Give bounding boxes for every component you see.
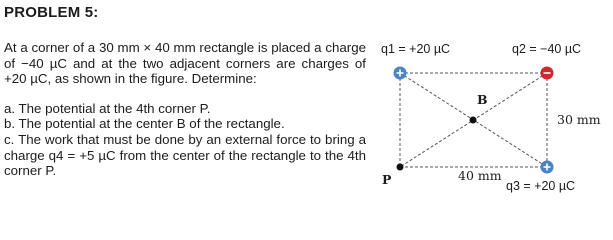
charge-q1-positive xyxy=(394,67,407,80)
width-label: 40 mm xyxy=(458,168,502,183)
problem-title: PROBLEM 5: xyxy=(4,4,99,21)
corner-label-p: P xyxy=(382,172,392,187)
center-point-b xyxy=(470,117,477,124)
part-c: c. The work that must be done by an external force to bring a charge q4 = +5 µC from the center of the rectangle to the 4th corner P. xyxy=(4,131,366,179)
charge-q3-positive xyxy=(541,161,554,174)
charge-q2-negative xyxy=(541,67,554,80)
corner-point-p xyxy=(397,164,404,171)
part-b: b. The potential at the center B of the rectangle. xyxy=(4,116,285,132)
height-label: 30 mm xyxy=(557,112,601,127)
q1-label: q1 = +20 µC xyxy=(381,42,451,56)
part-a: a. The potential at the 4th corner P. xyxy=(4,100,211,116)
problem-intro: At a corner of a 30 mm × 40 mm rectangle is placed a charge of −40 µC and at the two adjacent corners are charges of +20 µC, as shown in the figure. Determine: xyxy=(4,40,366,87)
q3-label: q3 = +20 µC xyxy=(506,179,576,193)
q2-label: q2 = −40 µC xyxy=(512,42,582,56)
center-label-b: B xyxy=(477,92,488,107)
